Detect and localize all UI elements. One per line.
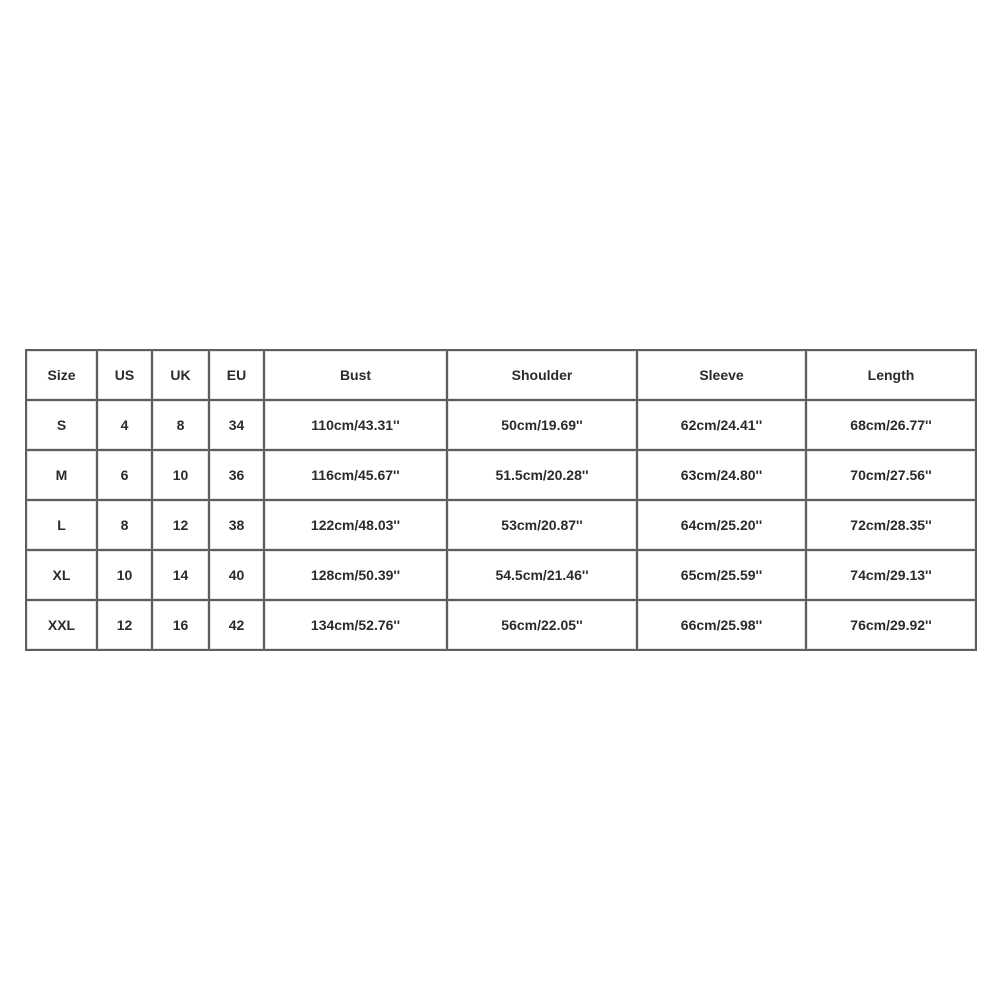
table-row — [26, 600, 976, 650]
cell-us: 10 — [97, 550, 152, 600]
cell-sleeve: 65cm/25.59'' — [637, 550, 806, 600]
cell-us: 4 — [97, 400, 152, 450]
cell-eu: 42 — [209, 600, 264, 650]
cell-size: L — [26, 500, 97, 550]
cell-eu: 38 — [209, 500, 264, 550]
header-length: Length — [806, 350, 976, 400]
table-row — [26, 500, 976, 550]
cell-size: S — [26, 400, 97, 450]
header-eu: EU — [209, 350, 264, 400]
cell-uk: 10 — [152, 450, 209, 500]
cell-uk: 12 — [152, 500, 209, 550]
header-shoulder: Shoulder — [447, 350, 637, 400]
cell-shoulder: 53cm/20.87'' — [447, 500, 637, 550]
cell-sleeve: 66cm/25.98'' — [637, 600, 806, 650]
cell-sleeve: 64cm/25.20'' — [637, 500, 806, 550]
cell-length: 74cm/29.13'' — [806, 550, 976, 600]
cell-eu: 34 — [209, 400, 264, 450]
cell-size: XXL — [26, 600, 97, 650]
cell-sleeve: 62cm/24.41'' — [637, 400, 806, 450]
header-size: Size — [26, 350, 97, 400]
cell-us: 12 — [97, 600, 152, 650]
header-bust: Bust — [264, 350, 447, 400]
cell-eu: 40 — [209, 550, 264, 600]
cell-bust: 116cm/45.67'' — [264, 450, 447, 500]
table-row — [26, 400, 976, 450]
header-sleeve: Sleeve — [637, 350, 806, 400]
size-chart-table — [25, 349, 977, 651]
cell-shoulder: 50cm/19.69'' — [447, 400, 637, 450]
cell-uk: 16 — [152, 600, 209, 650]
cell-bust: 134cm/52.76'' — [264, 600, 447, 650]
cell-size: XL — [26, 550, 97, 600]
cell-us: 8 — [97, 500, 152, 550]
cell-shoulder: 56cm/22.05'' — [447, 600, 637, 650]
cell-length: 76cm/29.92'' — [806, 600, 976, 650]
header-row — [26, 350, 976, 400]
cell-bust: 128cm/50.39'' — [264, 550, 447, 600]
cell-length: 72cm/28.35'' — [806, 500, 976, 550]
cell-bust: 110cm/43.31'' — [264, 400, 447, 450]
cell-uk: 8 — [152, 400, 209, 450]
cell-length: 70cm/27.56'' — [806, 450, 976, 500]
header-uk: UK — [152, 350, 209, 400]
cell-bust: 122cm/48.03'' — [264, 500, 447, 550]
cell-size: M — [26, 450, 97, 500]
cell-eu: 36 — [209, 450, 264, 500]
table-row — [26, 550, 976, 600]
cell-shoulder: 51.5cm/20.28'' — [447, 450, 637, 500]
table-row — [26, 450, 976, 500]
cell-length: 68cm/26.77'' — [806, 400, 976, 450]
cell-uk: 14 — [152, 550, 209, 600]
cell-us: 6 — [97, 450, 152, 500]
header-us: US — [97, 350, 152, 400]
cell-sleeve: 63cm/24.80'' — [637, 450, 806, 500]
cell-shoulder: 54.5cm/21.46'' — [447, 550, 637, 600]
